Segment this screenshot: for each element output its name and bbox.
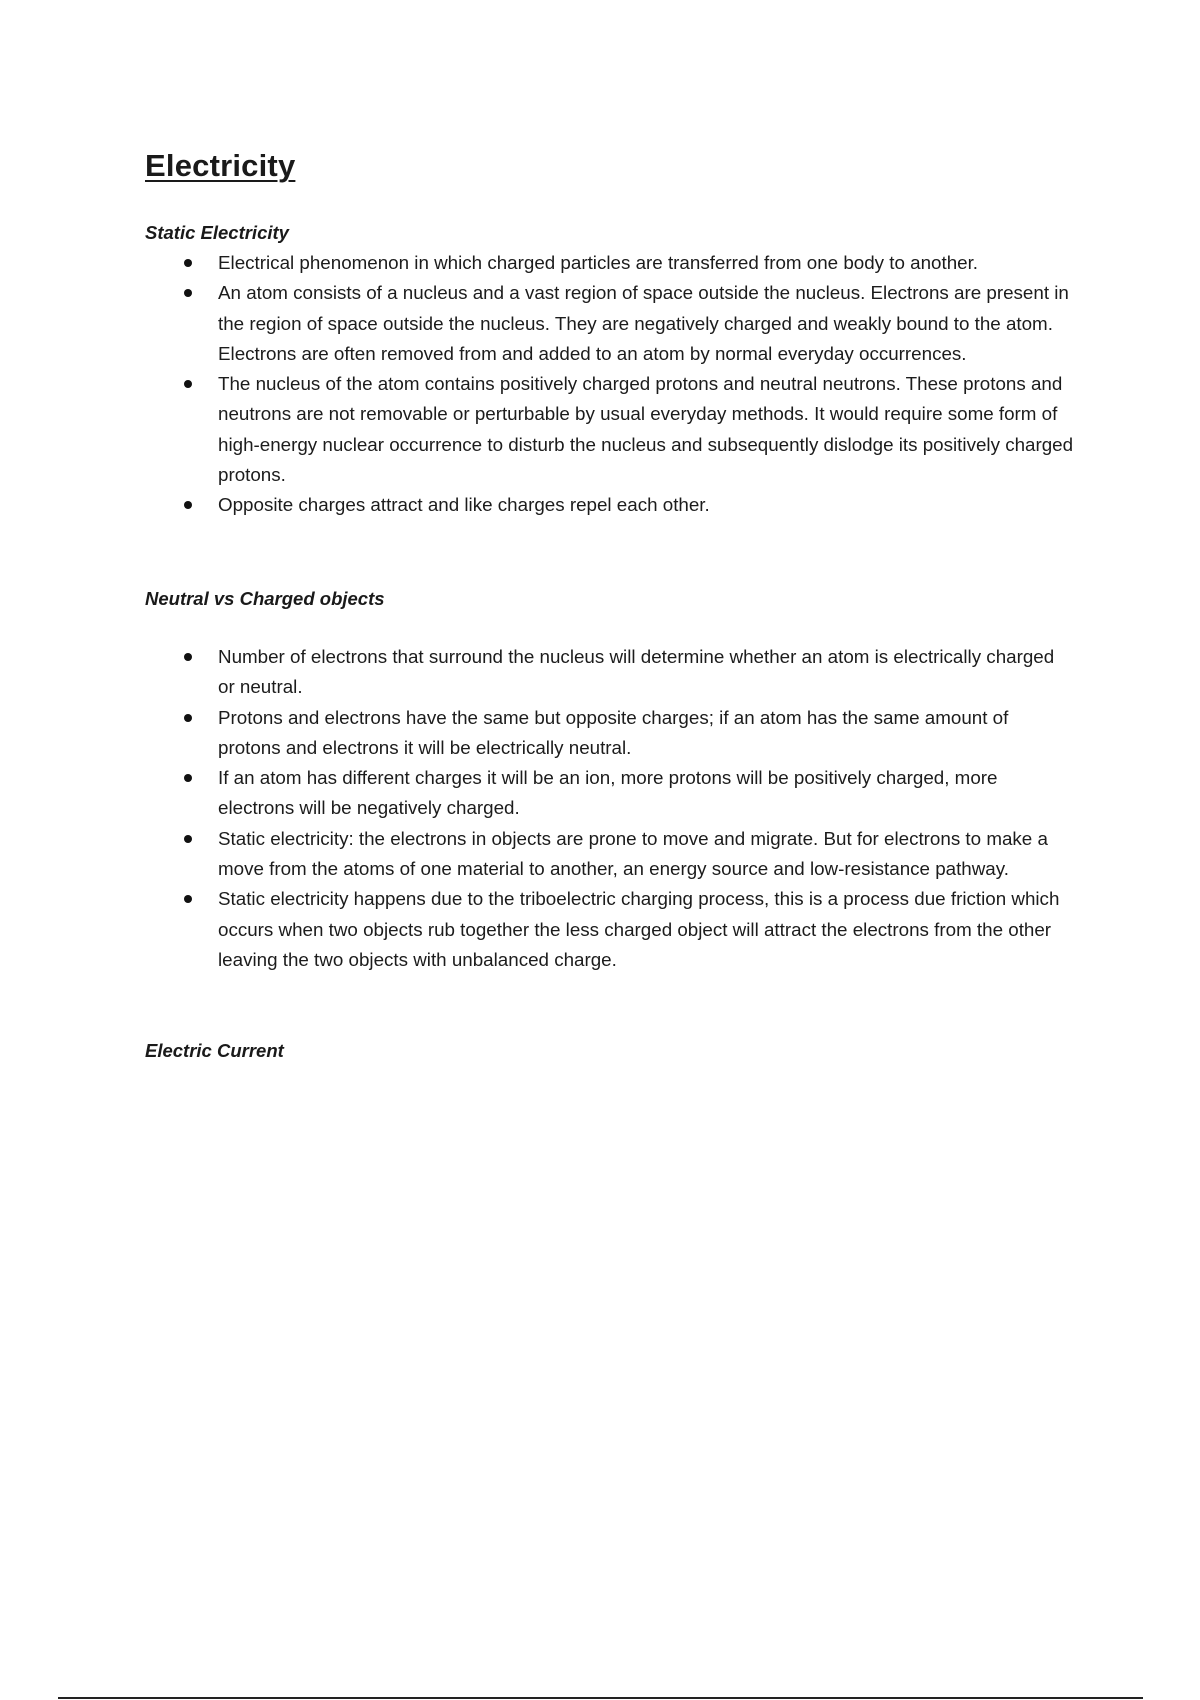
list-item xyxy=(145,248,1075,278)
list-item-text: If an atom has different charges it will be an ion, more protons will be positively charged, more electrons will be negatively charged. xyxy=(218,767,998,819)
list-item-text: Opposite charges attract and like charges repel each other. xyxy=(218,494,710,516)
list-item xyxy=(145,703,1075,764)
list-item xyxy=(145,278,1075,369)
list-item-text: The nucleus of the atom contains positively charged protons and neutral neutrons. These protons and neutrons are not removable or perturbable by usual everyday methods. It would require some form of high-energy nuclear occurrence to disturb the nucleus and subsequently dislodge its positively charged protons. xyxy=(218,373,1074,486)
section-heading-neutral-vs-charged: Neutral vs Charged objects xyxy=(145,588,385,609)
page-bottom-divider xyxy=(58,1697,1143,1699)
page-title: Electricity xyxy=(145,148,296,183)
bullet-icon xyxy=(184,380,192,388)
list-item xyxy=(145,642,1075,703)
bullet-icon xyxy=(184,774,192,782)
list-item-text: Number of electrons that surround the nucleus will determine whether an atom is electrically charged or neutral. xyxy=(218,646,1055,698)
list-item xyxy=(145,369,1075,490)
bullet-icon xyxy=(184,501,192,509)
list-item xyxy=(145,490,1075,520)
list-item-text: Electrical phenomenon in which charged particles are transferred from one body to another. xyxy=(218,252,979,273)
list-item-text: An atom consists of a nucleus and a vast region of space outside the nucleus. Electrons are present in the region of space outside the nucleus. They are negatively charged and weakly bound to the atom. Electrons are often removed from and added to an atom by normal everyday occurrences. xyxy=(218,282,1069,364)
bullet-icon xyxy=(184,895,192,903)
list-item xyxy=(145,763,1075,824)
bullet-icon xyxy=(184,714,192,722)
section-heading-static-electricity: Static Electricity xyxy=(145,222,289,243)
bullet-icon xyxy=(184,835,192,843)
bullet-icon xyxy=(184,653,192,661)
neutral-vs-charged-list xyxy=(145,642,1075,975)
bullet-icon xyxy=(184,259,192,267)
list-item-text: Static electricity happens due to the triboelectric charging process, this is a process due friction which occurs when two objects rub together the less charged object will attract the electrons from the other leaving the two objects with unbalanced charge. xyxy=(218,888,1060,970)
list-item-text: Protons and electrons have the same but opposite charges; if an atom has the same amount of protons and electrons it will be electrically neutral. xyxy=(218,706,1009,758)
list-item xyxy=(145,824,1075,885)
bullet-icon xyxy=(184,289,192,297)
static-electricity-list xyxy=(145,248,1075,521)
list-item xyxy=(145,884,1075,975)
list-item-text: Static electricity: the electrons in objects are prone to move and migrate. But for electrons to make a move from the atoms of one material to another, an energy source and low-resistance pathway. xyxy=(218,827,1048,880)
section-heading-electric-current: Electric Current xyxy=(145,1040,284,1061)
